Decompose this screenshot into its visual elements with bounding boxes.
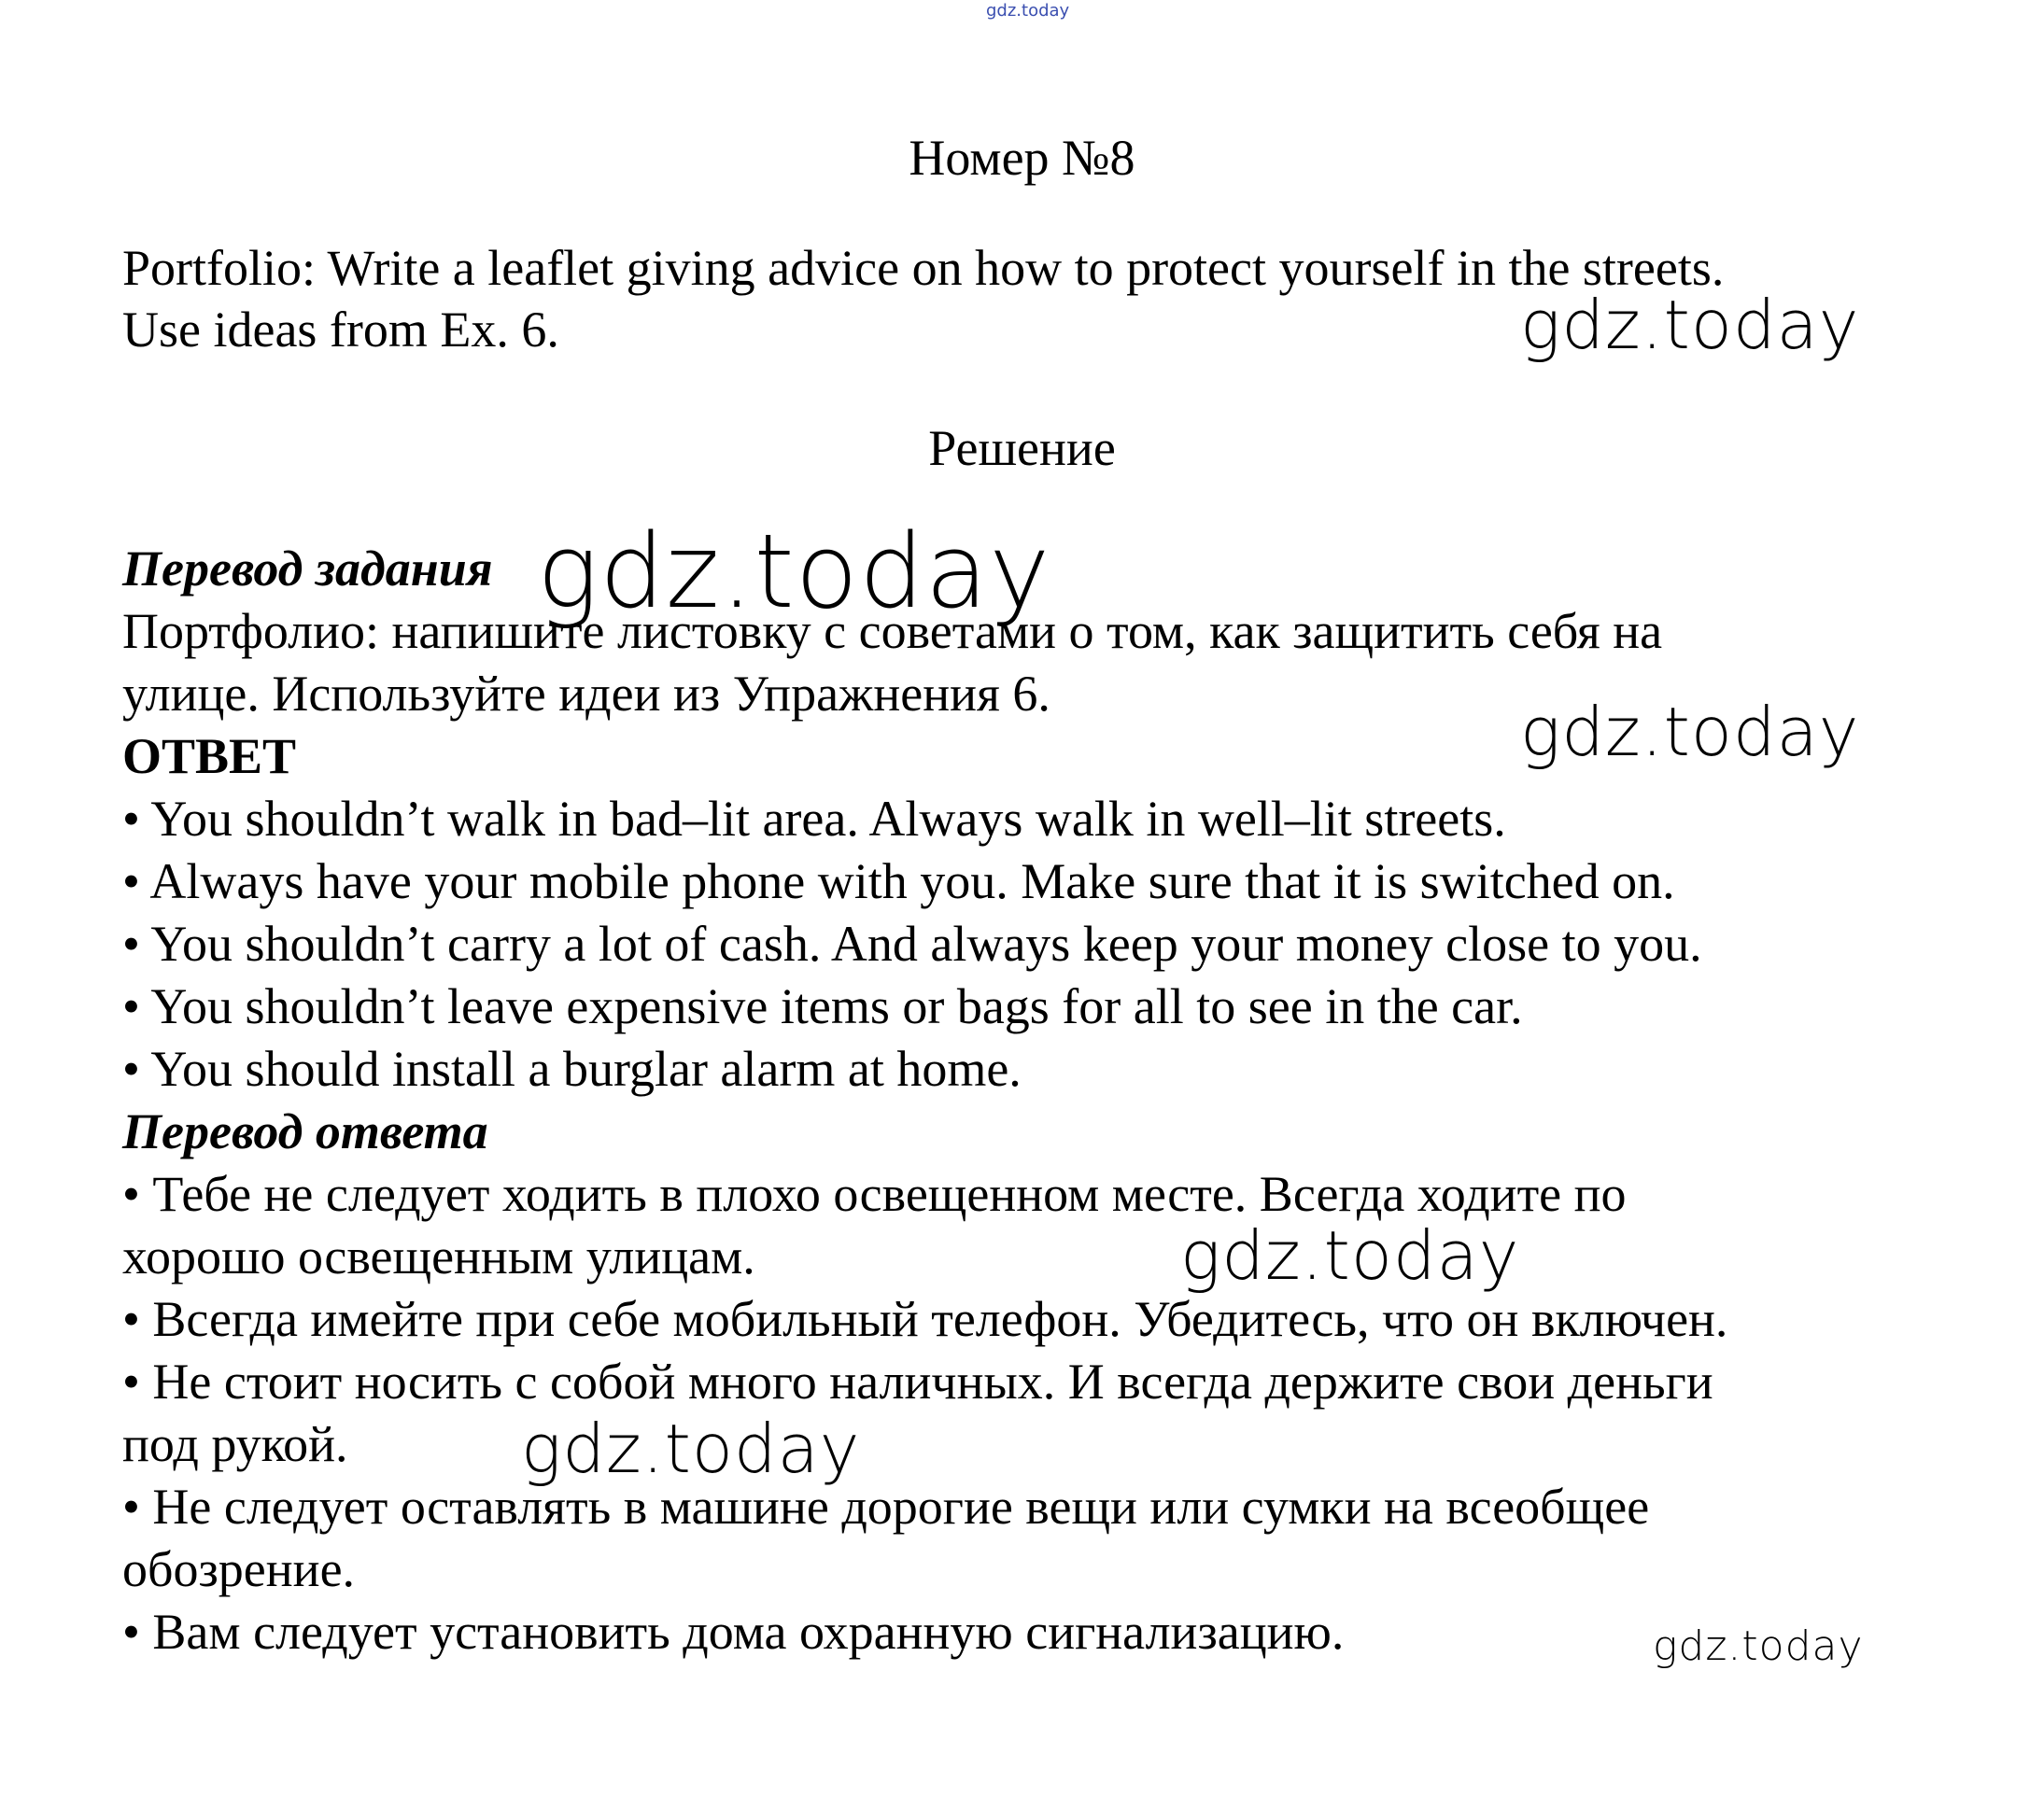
solution-heading: Решение xyxy=(928,420,1116,476)
watermark: gdz.today xyxy=(1520,286,1860,364)
task-translation-line: Портфолио: напишите листовку с советами о том, как защитить себя на xyxy=(122,603,1663,659)
task-line: Use ideas from Ex. 6. xyxy=(122,302,559,358)
page-title: Номер №8 xyxy=(909,130,1135,186)
task-translation-heading: Перевод задания xyxy=(122,541,493,597)
task-translation-line: улице. Используйте идеи из Упражнения 6. xyxy=(122,666,1050,722)
answer-translation-line: • Не стоит носить с собой много наличных. И всегда держите свои деньги xyxy=(122,1354,1713,1410)
answer-translation-line: • Всегда имейте при себе мобильный телефон. Убедитесь, что он включен. xyxy=(122,1291,1728,1347)
answer-item: • Always have your mobile phone with you. Make sure that it is switched on. xyxy=(122,853,1675,909)
watermark: gdz.today xyxy=(1180,1216,1520,1295)
watermark: gdz.today xyxy=(1520,693,1860,771)
answer-item: • You shouldn’t carry a lot of cash. And always keep your money close to you. xyxy=(122,916,1702,972)
answer-item: • You should install a burglar alarm at home. xyxy=(122,1041,1022,1097)
answer-translation-line: под рукой. xyxy=(122,1416,348,1472)
watermark: gdz.today xyxy=(537,512,1051,631)
answer-item: • You shouldn’t leave expensive items or bags for all to see in the car. xyxy=(122,978,1523,1034)
watermark: gdz.today xyxy=(1653,1622,1864,1670)
watermark: gdz.today xyxy=(521,1410,861,1488)
answer-item: • You shouldn’t walk in bad–lit area. Always walk in well–lit streets. xyxy=(122,791,1506,847)
answer-translation-heading: Перевод ответа xyxy=(122,1103,488,1159)
answer-heading: ОТВЕТ xyxy=(122,728,297,784)
task-line: Portfolio: Write a leaflet giving advice on how to protect yourself in the streets. xyxy=(122,240,1725,296)
watermark-top: gdz.today xyxy=(986,1,1070,21)
answer-translation-line: • Вам следует установить дома охранную сигнализацию. xyxy=(122,1604,1345,1660)
answer-translation-line: • Не следует оставлять в машине дорогие вещи или сумки на всеобщее xyxy=(122,1479,1650,1535)
answer-translation-line: обозрение. xyxy=(122,1541,356,1597)
answer-translation-line: • Тебе не следует ходить в плохо освещенном месте. Всегда ходите по xyxy=(122,1166,1627,1222)
answer-translation-line: хорошо освещенным улицам. xyxy=(122,1228,755,1285)
